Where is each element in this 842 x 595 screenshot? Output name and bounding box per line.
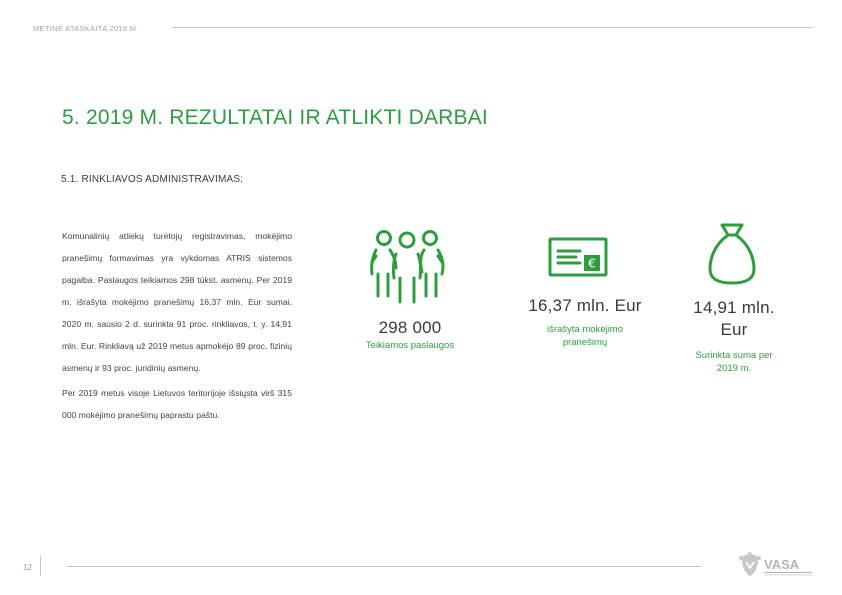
vasa-logo (738, 552, 816, 578)
body-text (62, 225, 292, 429)
page-number: 12 (23, 563, 32, 572)
page-title: 5. 2019 M. REZULTATAI IR ATLIKTI DARBAI (62, 106, 488, 129)
stat-notices (518, 295, 652, 349)
stat-value: 16,37 mln. Eur (528, 296, 642, 315)
stat-value: 298 000 (378, 318, 442, 337)
people-icon (366, 226, 448, 306)
footer-rule (66, 566, 702, 567)
stat-caption: Surinkta suma per 2019 m. (695, 350, 773, 374)
svg-text:€: € (588, 256, 596, 271)
section-title: 5.1. RINKLIAVOS ADMINISTRAVIMAS: (61, 174, 244, 185)
header-rule (172, 27, 813, 28)
money-bag-icon (706, 221, 758, 287)
stat-value: 14,91 mln. Eur (693, 298, 775, 339)
stat-collected (676, 297, 792, 375)
body-paragraph-2: Per 2019 metus visoje Lietuvos teritorijoje išsiųsta virš 315 000 mokėjimo pranešimų paprastu paštu. (62, 388, 292, 420)
cheque-euro-icon (548, 237, 608, 279)
stat-caption: Teikiamos paslaugos (365, 340, 455, 351)
logo-wordmark: VASA (764, 557, 800, 572)
running-header: METINĖ ATASKAITA 2019 M. (33, 24, 139, 33)
stat-services (348, 317, 472, 352)
body-paragraph-1: Komunalinių atliekų turėtojų registravimas, mokėjimo pranešimų formavimas yra vykdomas ATRIS sistemos pagalba. Paslaugos teikiamos 298 tūkst. asmenų. Per 2019 m. išrašyta mokėjimo pranešimų 16,37 mln. Eur sumai. 2020 m. sausio 2 d. surinkta 91 proc. rinkliavos, t. y. 14,91 mln. Eur. Rinkliavą už 2019 metus apmokėjo 89 proc. fizinių asmenų ir 93 proc. juridinių asmenų. (62, 231, 292, 373)
footer-divider (40, 556, 41, 576)
stat-caption: išrašyta mokėjimo pranešimų (546, 324, 624, 348)
